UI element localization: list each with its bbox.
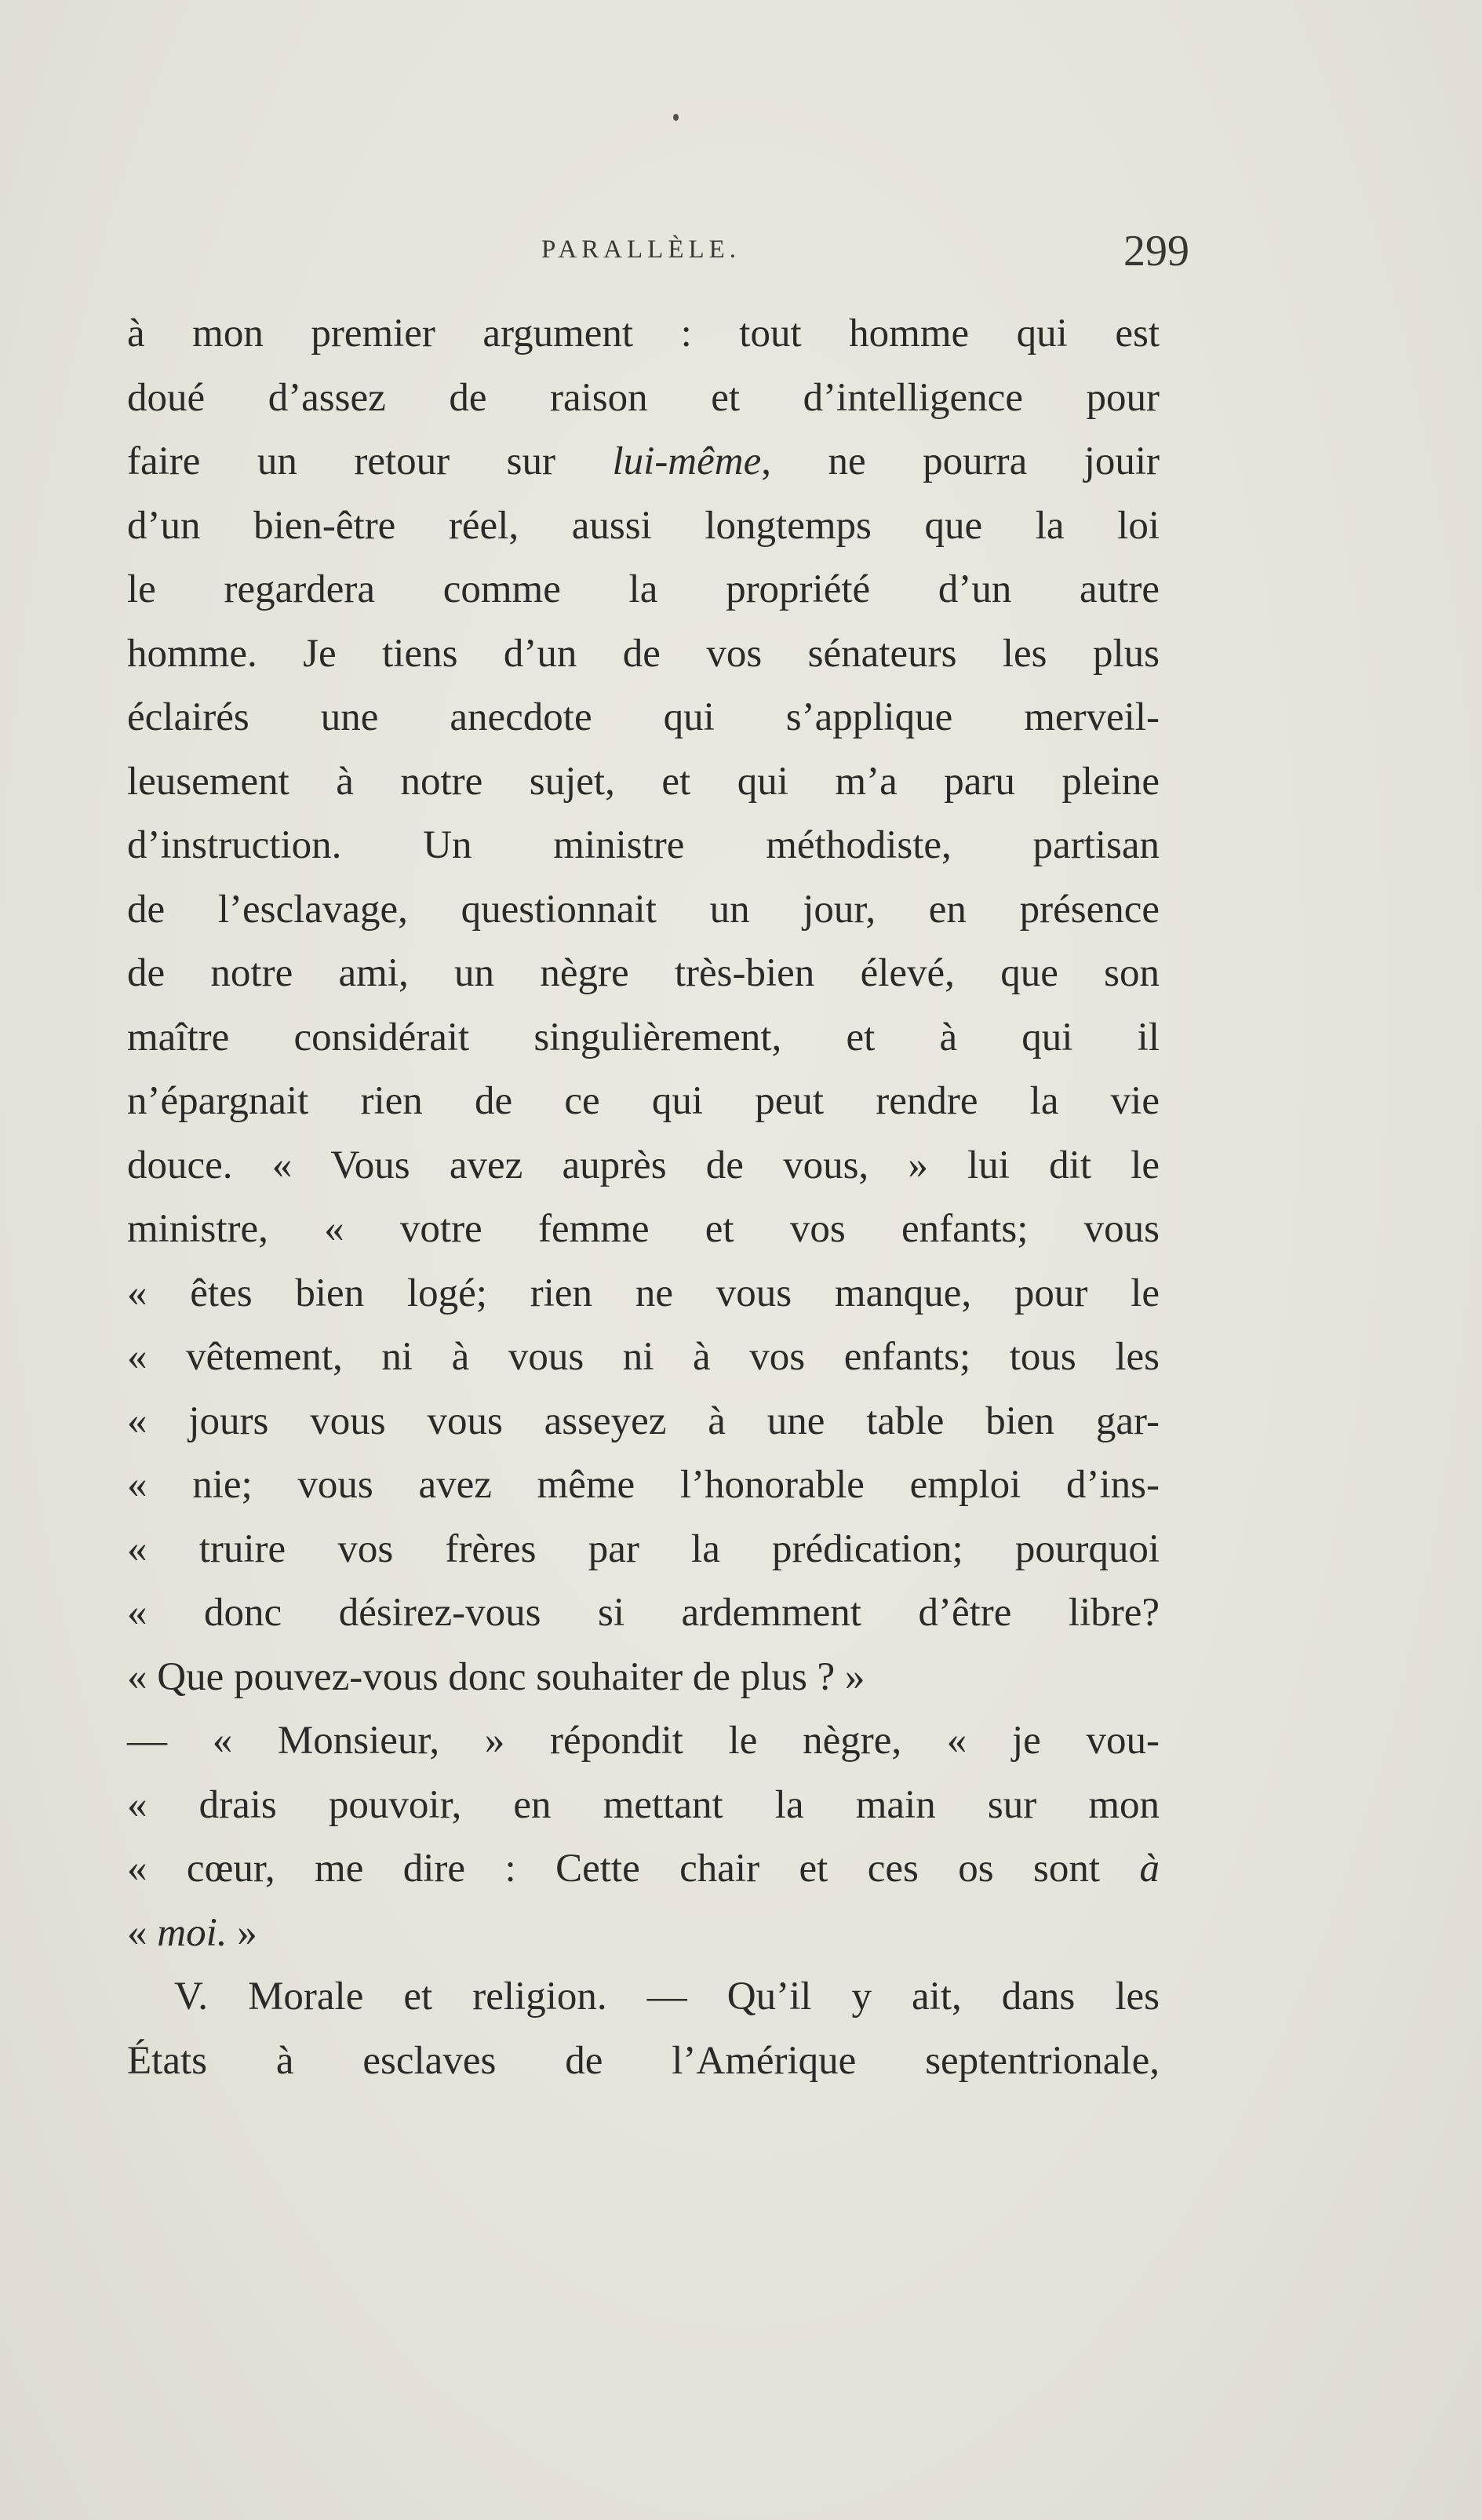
ink-speck: [673, 114, 679, 121]
text-line: [127, 1902, 1160, 1966]
text-line: douce. « Vous avez auprès de vous, » lui dit le: [127, 1143, 1160, 1187]
text-line: le regardera comme la propriété d’un autre: [127, 567, 1160, 611]
italic-phrase: à: [1139, 1847, 1160, 1891]
text-line: « drais pouvoir, en mettant la main sur mon: [127, 1782, 1160, 1827]
text-line: maître considérait singulièrement, et à qui il: [127, 1015, 1160, 1059]
text-line: [127, 430, 1160, 494]
page-number: 299: [1123, 227, 1189, 275]
text-line: doué d’assez de raison et d’intelligence pour: [127, 375, 1160, 420]
text-line: « êtes bien logé; rien ne vous manque, pour le: [127, 1271, 1160, 1315]
text-line: « donc désirez-vous si ardemment d’être libre?: [127, 1591, 1160, 1635]
text-line: V. Morale et religion. — Qu’il y ait, dans les: [174, 1975, 1160, 2019]
text-line: « truire vos frères par la prédication; pourquoi: [127, 1526, 1160, 1571]
text-line: leusement à notre sujet, et qui m’a paru pleine: [127, 759, 1160, 804]
italic-phrase: lui-même: [612, 439, 762, 483]
text-line: d’instruction. Un ministre méthodiste, partisan: [127, 823, 1160, 867]
text-line: « jours vous vous asseyez à une table bien gar-: [127, 1399, 1160, 1443]
text-segment: , ne pourra jouir: [761, 439, 1160, 483]
running-title: PARALLÈLE.: [541, 235, 741, 264]
text-line: « vêtement, ni à vous ni à vos enfants; tous les: [127, 1335, 1160, 1379]
text-segment: «: [127, 1910, 158, 1955]
text-line: de l’esclavage, questionnait un jour, en présence: [127, 887, 1160, 932]
text-line: de notre ami, un nègre très-bien élevé, que son: [127, 951, 1160, 995]
text-line: éclairés une anecdote qui s’applique merveil-: [127, 695, 1160, 739]
text-line: d’un bien-être réel, aussi longtemps que la loi: [127, 503, 1160, 548]
body-text: [127, 302, 1160, 2093]
text-segment: faire un retour sur: [127, 439, 555, 483]
text-line: ministre, « votre femme et vos enfants; vous: [127, 1207, 1160, 1251]
text-line: États à esclaves de l’Amérique septentrionale,: [127, 2038, 1160, 2083]
text-line: « nie; vous avez même l’honorable emploi d’ins-: [127, 1463, 1160, 1507]
text-segment: »: [227, 1910, 257, 1955]
text-line: homme. Je tiens d’un de vos sénateurs les plus: [127, 631, 1160, 676]
italic-phrase: moi.: [157, 1910, 228, 1955]
text-line: à mon premier argument : tout homme qui est: [127, 312, 1160, 356]
text-line: n’épargnait rien de ce qui peut rendre la vie: [127, 1079, 1160, 1123]
text-segment: « cœur, me dire : Cette chair et ces os sont: [127, 1847, 1101, 1891]
text-line: [127, 1837, 1160, 1902]
text-line: — « Monsieur, » répondit le nègre, « je vou-: [127, 1719, 1160, 1763]
text-line: « Que pouvez-vous donc souhaiter de plus ? »: [127, 1654, 865, 1699]
